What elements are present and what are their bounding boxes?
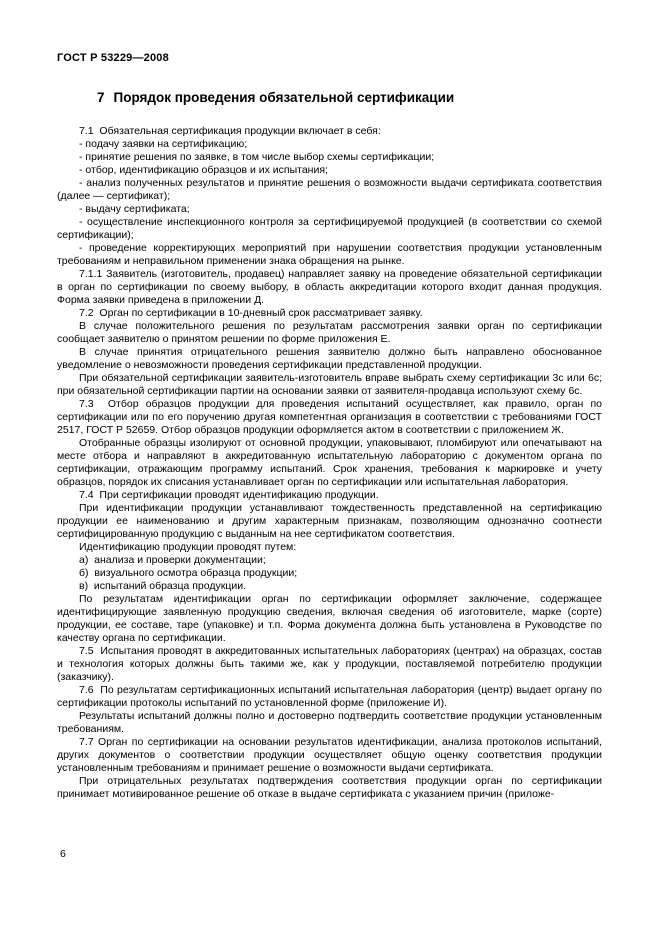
paragraph: 7.4 При сертификации проводят идентификацию продукции. [79,489,379,501]
paragraph: Результаты испытаний должны полно и достоверно подтвердить соответствие продукции установленным требованиям. [57,710,602,735]
list-item: - выдачу сертификата; [79,203,190,215]
paragraph: При идентификации продукции устанавливают тождественность представленной на сертификацию продукции ее наименованию и другим характерным признакам, позволяющим однозначно соотнести сертифицированную продукцию с выданным на нее сертификатом соответствия. [57,502,602,540]
paragraph: 7.7 Орган по сертификации на основании результатов идентификации, анализа протоколов испытаний, других документов о соответствии продукции осуществляет общую оценку соответствия продукции установленным требованиям и принимает решение о возможности выдачи сертификата. [57,736,602,774]
paragraph: Отобранные образцы изолируют от основной продукции, упаковывают, пломбируют или опечатывают на месте отбора и направляют в аккредитованную испытательную лабораторию с документом органа по сертификации, отражающим программу испытаний. Срок хранения, требования к маркировке и учету образцов, порядок их списания устанавливает орган по сертификации или испытательная лаборатория. [57,437,602,488]
section-number: 7 [97,90,105,105]
paragraph: По результатам идентификации орган по сертификации оформляет заключение, содержащее идентифицирующие заявленную продукцию сведения, включая сведения об изготовителе, марке (сорте) продукции, ее составе, таре (упаковке) и т.п. Форма документа должна быть установлена в Руководстве по качеству органа по сертификации. [57,593,602,644]
list-item: - осуществление инспекционного контроля за сертифицируемой продукцией (в соответствии со схемой сертификации); [57,216,602,241]
paragraph: 7.5 Испытания проводят в аккредитованных испытательных лабораториях (центрах) на образцах, состав и технология которых должны быть такими же, как у продукции, поставляемой потребителю продукции (заказчику). [57,645,602,683]
section-heading [97,90,602,106]
paragraph: При отрицательных результатах подтверждения соответствия продукции орган по сертификации принимает мотивированное решение об отказе в выдаче сертификата с указанием причин (приложе- [57,775,602,800]
list-item: - отбор, идентификацию образцов и их испытания; [79,164,328,176]
list-item: - анализ полученных результатов и принятие решения о возможности выдачи сертификата соответствия (далее — сертификат); [57,177,602,202]
list-item: - проведение корректирующих мероприятий при нарушении соответствия продукции установленным требованиям и неправильном применении знака обращения на рынке. [57,242,602,267]
paragraph: 7.1 Обязательная сертификация продукции включает в себя: [79,125,381,137]
paragraph: При обязательной сертификации заявитель-изготовитель вправе выбрать схему сертификации 3с или 6с; при обязательной сертификации партии на основании заявки от заявителя-продавца используют схему 6с. [57,372,602,397]
list-item: - принятие решения по заявке, в том числе выбор схемы сертификации; [79,151,435,163]
paragraph: Идентификацию продукции проводят путем: [79,541,297,553]
paragraph: 7.1.1 Заявитель (изготовитель, продавец) направляет заявку на проведение обязательной сертификации в орган по сертификации по своему выбору, в область аккредитации которого входит данная продукция. Форма заявки приведена в приложении Д. [57,268,602,306]
section-title-text: Порядок проведения обязательной сертификации [113,90,455,105]
paragraph: В случае принятия отрицательного решения заявителю должно быть направлено обоснованное уведомление о невозможности проведения сертификации представленной продукции. [57,346,602,371]
list-item: б) визуального осмотра образца продукции; [79,567,298,579]
list-item: - подачу заявки на сертификацию; [79,138,248,150]
page-content [57,52,602,801]
list-item: в) испытаний образца продукции. [79,580,247,592]
paragraph: 7.6 По результатам сертификационных испытаний испытательная лаборатория (центр) выдает органу по сертификации протоколы испытаний по установленной форме (приложение И). [57,684,602,709]
list-item: а) анализа и проверки документации; [79,554,266,566]
page-number: 6 [60,848,66,860]
paragraph: В случае положительного решения по результатам рассмотрения заявки орган по сертификации сообщает заявителю о принятом решении по форме приложения Е. [57,320,602,345]
body-text [57,125,602,801]
paragraph: 7.3 Отбор образцов продукции для проведения испытаний осуществляет, как правило, орган по сертификации или по его поручению другая компетентная организация в соответствии с требованиями ГОСТ 2517, ГОСТ Р 52659. Отбор образцов продукции оформляется актом в соответствии с приложением Ж. [57,398,602,436]
paragraph: 7.2 Орган по сертификации в 10-дневный срок рассматривает заявку. [79,307,423,319]
document-standard-number: ГОСТ Р 53229—2008 [57,52,169,64]
